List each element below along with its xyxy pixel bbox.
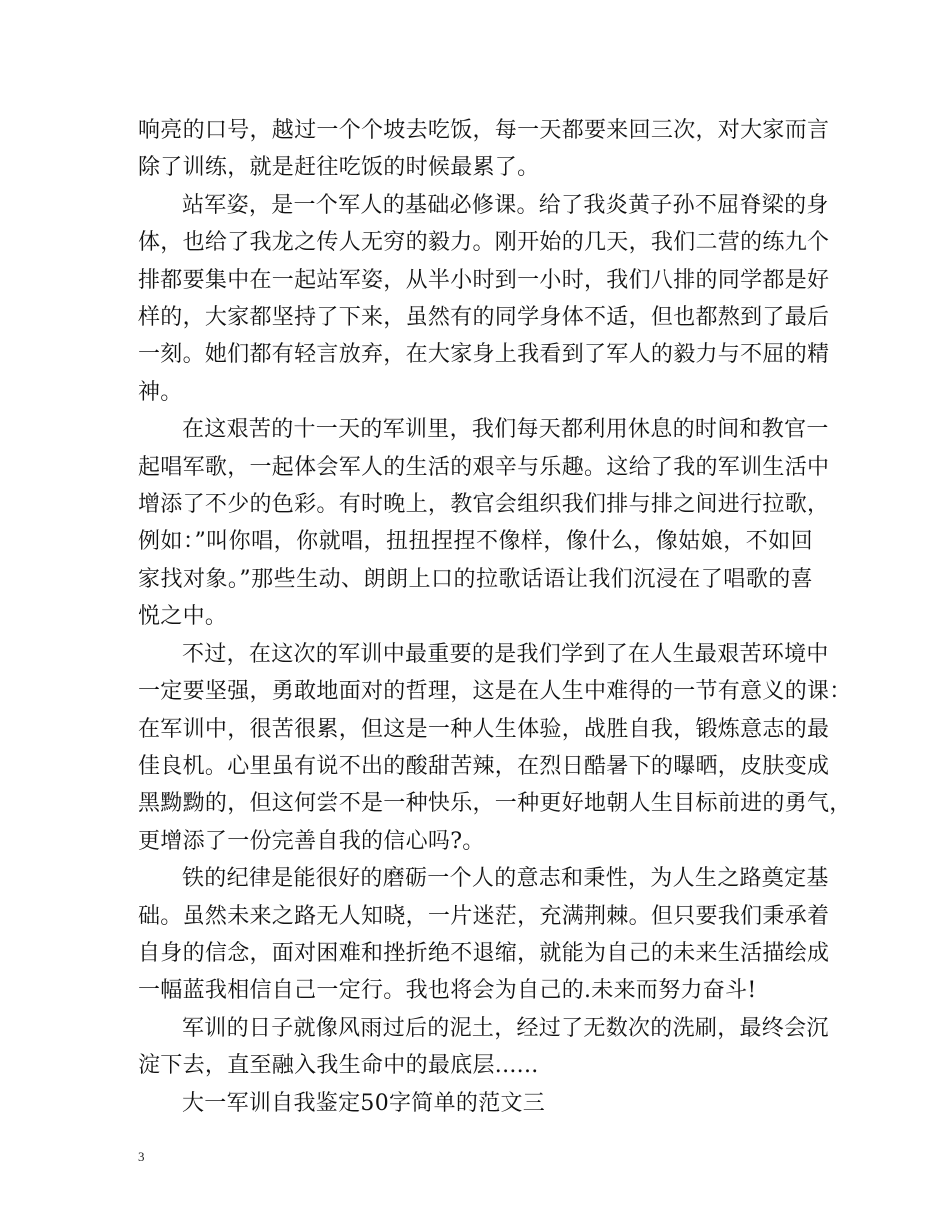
paragraph-line: 体，也给了我龙之传人无穷的毅力。刚开始的几天，我们二营的练九个 bbox=[138, 230, 830, 256]
paragraph-line: 础。虽然未来之路无人知晓，一片迷茫，充满荆棘。但只要我们秉承着 bbox=[138, 903, 830, 929]
paragraph-line: 神。 bbox=[138, 379, 183, 405]
paragraph-line: 一定要坚强，勇敢地面对的哲理，这是在人生中难得的一节有意义的课： bbox=[138, 679, 852, 705]
paragraph-1 bbox=[138, 112, 830, 187]
paragraph-line: 除了训练，就是赶往吃饭的时候最累了。 bbox=[138, 155, 540, 181]
paragraph-line: 增添了不少的色彩。有时晚上，教官会组织我们排与排之间进行拉歌， bbox=[138, 492, 830, 518]
document-body bbox=[138, 112, 852, 1122]
paragraph-line: 自身的信念，面对困难和挫折绝不退缩，就能为自己的未来生活描绘成 bbox=[138, 940, 830, 966]
paragraph-line: 在这艰苦的十一天的军训里，我们每天都利用休息的时间和教官一 bbox=[182, 417, 829, 443]
paragraph-line: 悦之中。 bbox=[138, 604, 228, 630]
paragraph-line: 家找对象。”那些生动、朗朗上口的拉歌话语让我们沉浸在了唱歌的喜 bbox=[138, 566, 813, 592]
paragraph-line: 排都要集中在一起站军姿，从半小时到一小时，我们八排的同学都是好 bbox=[138, 267, 830, 293]
paragraph-line: 站军姿，是一个军人的基础必修课。给了我炎黄子孙不屈脊梁的身 bbox=[182, 192, 829, 218]
paragraph-line: 在军训中，很苦很累，但这是一种人生体验，战胜自我，锻炼意志的最 bbox=[138, 716, 830, 742]
paragraph-line: 不过，在这次的军训中最重要的是我们学到了在人生最艰苦环境中 bbox=[182, 641, 829, 667]
paragraph-line: 更增添了一份完善自我的信心吗?。 bbox=[138, 828, 485, 854]
paragraph-line: 黑黝黝的，但这何尝不是一种快乐，一种更好地朝人生目标前进的勇气， bbox=[138, 791, 852, 817]
paragraph-2 bbox=[138, 187, 830, 411]
paragraph-line: 一幅蓝我相信自己一定行。我也将会为自己的.未来而努力奋斗! bbox=[138, 978, 757, 1004]
paragraph-line: 铁的纪律是能很好的磨砺一个人的意志和秉性，为人生之路奠定基 bbox=[182, 866, 829, 892]
paragraph-5 bbox=[138, 860, 830, 1010]
section-heading-text: 大一军训自我鉴定50字简单的范文三 bbox=[182, 1090, 546, 1116]
section-heading bbox=[138, 1085, 813, 1122]
paragraph-3 bbox=[138, 411, 830, 635]
paragraph-line: 佳良机。心里虽有说不出的酸甜苦辣，在烈日酷暑下的曝晒，皮肤变成 bbox=[138, 753, 830, 779]
paragraph-line: 样的，大家都坚持了下来，虽然有的同学身体不适，但也都熬到了最后 bbox=[138, 305, 830, 331]
page-number: 3 bbox=[138, 1149, 145, 1164]
paragraph-line: 起唱军歌，一起体会军人的生活的艰辛与乐趣。这给了我的军训生活中 bbox=[138, 454, 830, 480]
paragraph-line: 一刻。她们都有轻言放弃，在大家身上我看到了军人的毅力与不屈的精 bbox=[138, 342, 830, 368]
paragraph-line: 淀下去，直至融入我生命中的最底层...... bbox=[138, 1053, 539, 1079]
paragraph-line: 响亮的口号，越过一个个坡去吃饭，每一天都要来回三次，对大家而言 bbox=[138, 118, 830, 143]
paragraph-4 bbox=[138, 636, 852, 860]
paragraph-line: 例如：”叫你唱，你就唱，扭扭捏捏不像样，像什么，像姑娘，不如回 bbox=[138, 529, 813, 555]
paragraph-line: 军训的日子就像风雨过后的泥土，经过了无数次的洗刷，最终会沉 bbox=[182, 1015, 829, 1041]
paragraph-6 bbox=[138, 1010, 829, 1085]
